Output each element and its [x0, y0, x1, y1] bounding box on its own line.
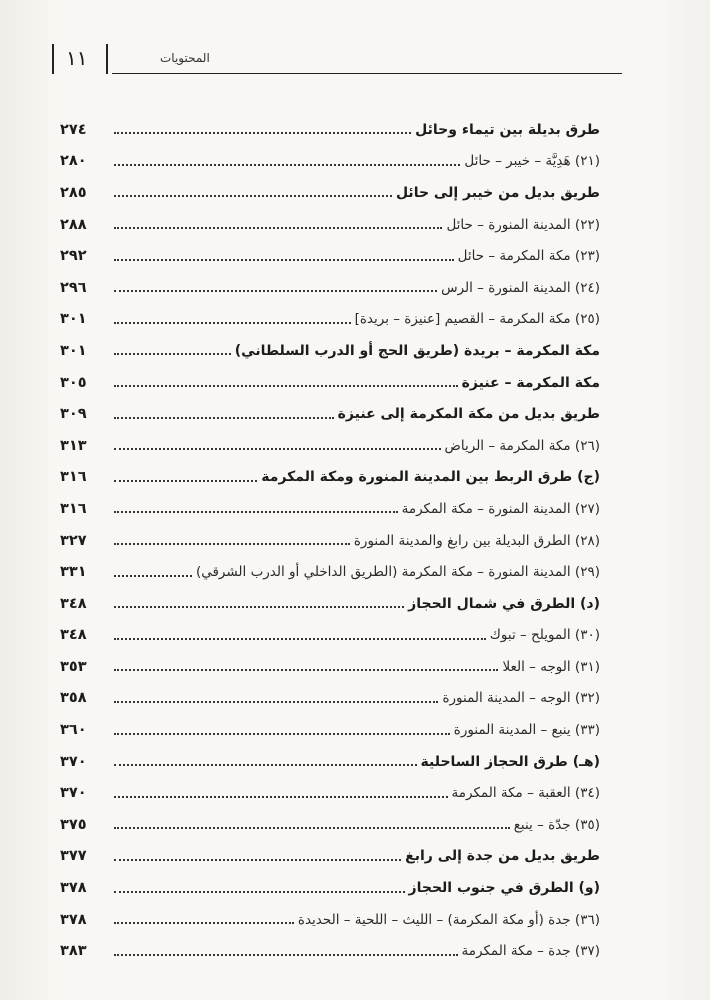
dot-leader: [114, 289, 437, 292]
toc-page-number: ٣١٦: [60, 469, 87, 486]
toc-entry-title: (٢٦) مكة المكرمة – الرياض: [444, 437, 600, 454]
dot-leader: [114, 668, 498, 671]
toc-page-number: ٢٨٨: [60, 216, 87, 233]
toc-entry-title: (هـ) طرق الحجاز الساحلية: [420, 753, 600, 770]
toc-entry: [60, 620, 600, 652]
toc-entry: [60, 430, 600, 462]
dot-leader: [114, 763, 417, 766]
dot-leader: [114, 384, 458, 387]
toc-page-number: ٣٠٩: [60, 406, 87, 423]
toc-entry-title: (٢٤) المدينة المنورة – الرس: [441, 279, 600, 296]
dot-leader: [114, 163, 460, 166]
running-header: [50, 40, 622, 78]
toc-page-number: ٢٨٠: [60, 153, 87, 170]
toc-entry: [60, 841, 600, 873]
toc-entry: [60, 714, 600, 746]
dot-leader: [114, 352, 231, 355]
dot-leader: [114, 890, 405, 893]
toc-entry: [60, 335, 600, 367]
dot-leader: [114, 574, 192, 577]
toc-entry-title: (٣٣) ينبع – المدينة المنورة: [453, 722, 600, 739]
dot-leader: [114, 953, 458, 956]
toc-entry-title: (٣٤) العقبة – مكة المكرمة: [451, 785, 600, 802]
dot-leader: [114, 858, 401, 861]
toc-entry-title: مكة المكرمة – عنيزة: [461, 374, 600, 391]
dot-leader: [114, 795, 448, 798]
toc-entry-title: (٢٥) مكة المكرمة – القصيم [عنيزة – بريدة]: [354, 311, 600, 328]
dot-leader: [114, 226, 442, 229]
toc-entry: [60, 272, 600, 304]
toc-page-number: ٢٩٢: [60, 248, 87, 265]
toc-entry: [60, 462, 600, 494]
toc-page-number: ٣٧٠: [60, 753, 87, 770]
toc-entry: [60, 240, 600, 272]
toc-entry-title: (٢٩) المدينة المنورة – مكة المكرمة (الطريق الداخلي أو الدرب الشرقي): [195, 564, 600, 581]
toc-entry-title: (٢٢) المدينة المنورة – حائل: [446, 216, 600, 233]
running-title: المحتويات: [160, 51, 210, 65]
toc-page-number: ٣٠١: [60, 311, 87, 328]
toc-page-number: ٣٦٠: [60, 722, 87, 739]
toc-entry: [60, 904, 600, 936]
toc-page-number: ٣٢٧: [60, 532, 87, 549]
toc-entry: [60, 935, 600, 967]
dot-leader: [114, 258, 454, 261]
dot-leader: [114, 131, 411, 134]
toc-page-number: ٣٠٥: [60, 374, 87, 391]
toc-page-number: ٢٨٥: [60, 184, 87, 201]
frame-bar-right: [106, 44, 108, 74]
toc-page-number: ٣٠١: [60, 342, 87, 359]
dot-leader: [114, 447, 441, 450]
toc-entry-title: (٣٠) المويلح – تبوك: [489, 627, 600, 644]
toc-page-number: ٣٥٣: [60, 658, 87, 675]
toc-page-number: ٣٧٠: [60, 785, 87, 802]
dot-leader: [114, 637, 486, 640]
toc-page-number: ٢٩٦: [60, 279, 87, 296]
toc-entry-title: طرق بديلة بين تيماء وحائل: [415, 121, 600, 138]
toc-entry: [60, 777, 600, 809]
dot-leader: [114, 826, 510, 829]
toc-entry: [60, 746, 600, 778]
dot-leader: [114, 510, 398, 513]
toc-entry-title: (٢١) هَدِيَّة – خيبر – حائل: [464, 153, 600, 170]
dot-leader: [114, 321, 351, 324]
toc-entry-title: طريق بديل من جدة إلى رابغ: [405, 848, 600, 865]
toc-entry: [60, 651, 600, 683]
toc-page-number: ٣٧٨: [60, 880, 87, 897]
toc-entry: [60, 588, 600, 620]
toc-entry: [60, 146, 600, 178]
toc-entry-title: (٣٦) جدة (أو مكة المكرمة) – الليث – اللحية – الحديدة: [297, 911, 600, 928]
toc-entry: [60, 683, 600, 715]
dot-leader: [114, 479, 257, 482]
toc-entry: [60, 525, 600, 557]
toc-page-number: ٣٤٨: [60, 627, 87, 644]
toc-entry: [60, 809, 600, 841]
toc-entry: [60, 209, 600, 241]
dot-leader: [114, 605, 404, 608]
dot-leader: [114, 194, 392, 197]
toc-entry-title: طريق بديل من مكة المكرمة إلى عنيزة: [337, 406, 600, 423]
toc-entry-title: (و) الطرق في جنوب الحجاز: [408, 880, 600, 897]
toc-entry-title: (٢٨) الطرق البديلة بين رابغ والمدينة المنورة: [353, 532, 600, 549]
toc-entry-title: طريق بديل من خيبر إلى حائل: [395, 184, 600, 201]
page-number: ١١: [66, 46, 88, 70]
toc-page-number: ٣١٦: [60, 500, 87, 517]
table-of-contents: [60, 114, 600, 967]
toc-entry: [60, 493, 600, 525]
toc-entry: [60, 304, 600, 336]
toc-entry-title: (د) الطرق في شمال الحجاز: [408, 595, 600, 612]
toc-entry-title: (٢٣) مكة المكرمة – حائل: [457, 248, 600, 265]
toc-page-number: ٢٧٤: [60, 121, 87, 138]
toc-page-number: ٣٣١: [60, 564, 87, 581]
dot-leader: [114, 732, 450, 735]
toc-page-number: ٣٨٣: [60, 943, 87, 960]
dot-leader: [114, 921, 294, 924]
toc-page-number: ٣٧٧: [60, 848, 87, 865]
toc-entry-title: (٣١) الوجه – العلا: [502, 658, 600, 675]
toc-page-number: ٣١٣: [60, 437, 87, 454]
dot-leader: [114, 542, 350, 545]
header-rule: [112, 73, 622, 74]
toc-entry-title: (٣٥) جدّة – ينبع: [513, 816, 600, 833]
toc-page-number: ٣٤٨: [60, 595, 87, 612]
toc-page-number: ٣٥٨: [60, 690, 87, 707]
toc-entry: [60, 872, 600, 904]
dot-leader: [114, 416, 334, 419]
frame-bar-left: [52, 44, 54, 74]
toc-page-number: ٣٧٨: [60, 911, 87, 928]
toc-entry: [60, 398, 600, 430]
toc-entry: [60, 367, 600, 399]
toc-entry-title: (ج) طرق الربط بين المدينة المنورة ومكة المكرمة: [261, 469, 600, 486]
toc-entry-title: مكة المكرمة – بريدة (طريق الحج أو الدرب السلطاني): [234, 342, 600, 359]
toc-entry: [60, 177, 600, 209]
toc-entry-title: (٢٧) المدينة المنورة – مكة المكرمة: [401, 500, 600, 517]
dot-leader: [114, 700, 438, 703]
toc-entry-title: (٣٢) الوجه – المدينة المنورة: [442, 690, 600, 707]
toc-entry-title: (٣٧) جدة – مكة المكرمة: [461, 943, 600, 960]
toc-page-number: ٣٧٥: [60, 816, 87, 833]
toc-entry: [60, 114, 600, 146]
toc-entry: [60, 556, 600, 588]
